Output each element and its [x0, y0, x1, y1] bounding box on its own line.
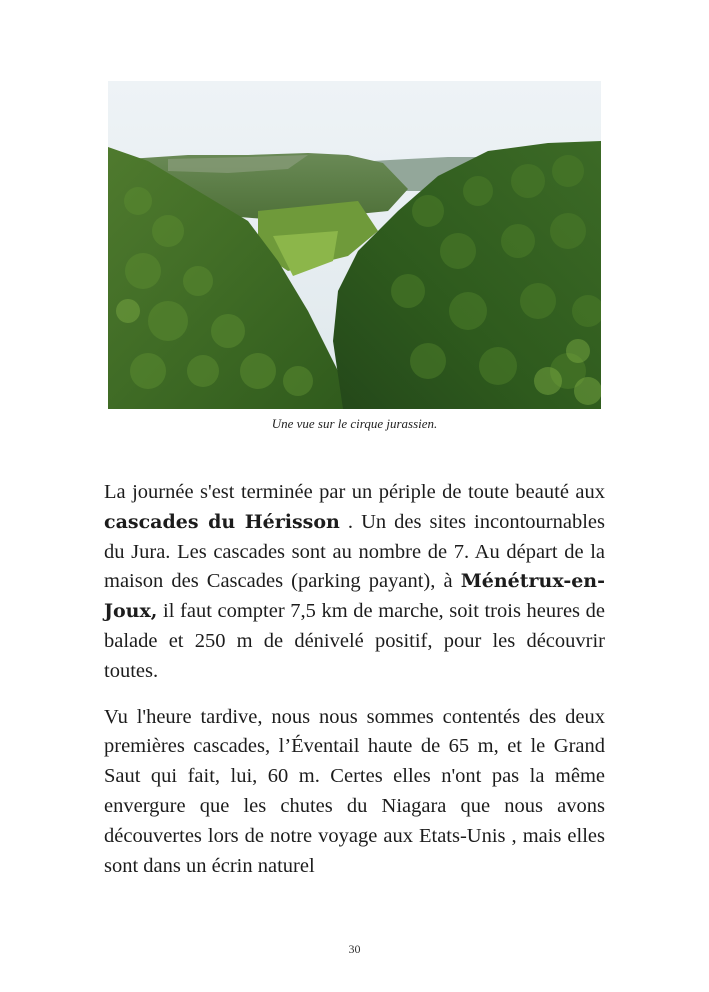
photo-caption: Une vue sur le cirque jurassien. [271, 416, 438, 431]
article-body [104, 478, 605, 897]
town-name-bold: Ménétrux-en-Joux, [104, 570, 605, 623]
paragraph-2: Vu l'heure tardive, nous nous sommes contentés des deux premières cascades, l’Éventail haute de 65 m, et le Grand Saut qui fait, lui, 60 m. Certes elles n'ont pas la même envergure que les chutes du Niagara que nous avons découvertes lors de notre voyage aux Etats-Unis , mais elles sont dans un écrin naturel [104, 705, 605, 877]
place-name-bold: cascades du Hérisson [104, 510, 340, 533]
page-number: 30 [348, 942, 361, 956]
paragraph-1: La journée s'est terminée par un périple de toute beauté aux cascades du Hérisson . Un des sites incontournables du Jura. Les cascades sont au nombre de 7. Au départ de la maison des Cascades (parking payant), à Ménétrux-en-Joux, il faut compter 7,5 km de marche, soit trois heures de balade et 250 m de dénivelé positif, pour les découvrir toutes. [104, 481, 605, 682]
valley-landscape-image [108, 81, 601, 409]
valley-photo [108, 81, 601, 409]
